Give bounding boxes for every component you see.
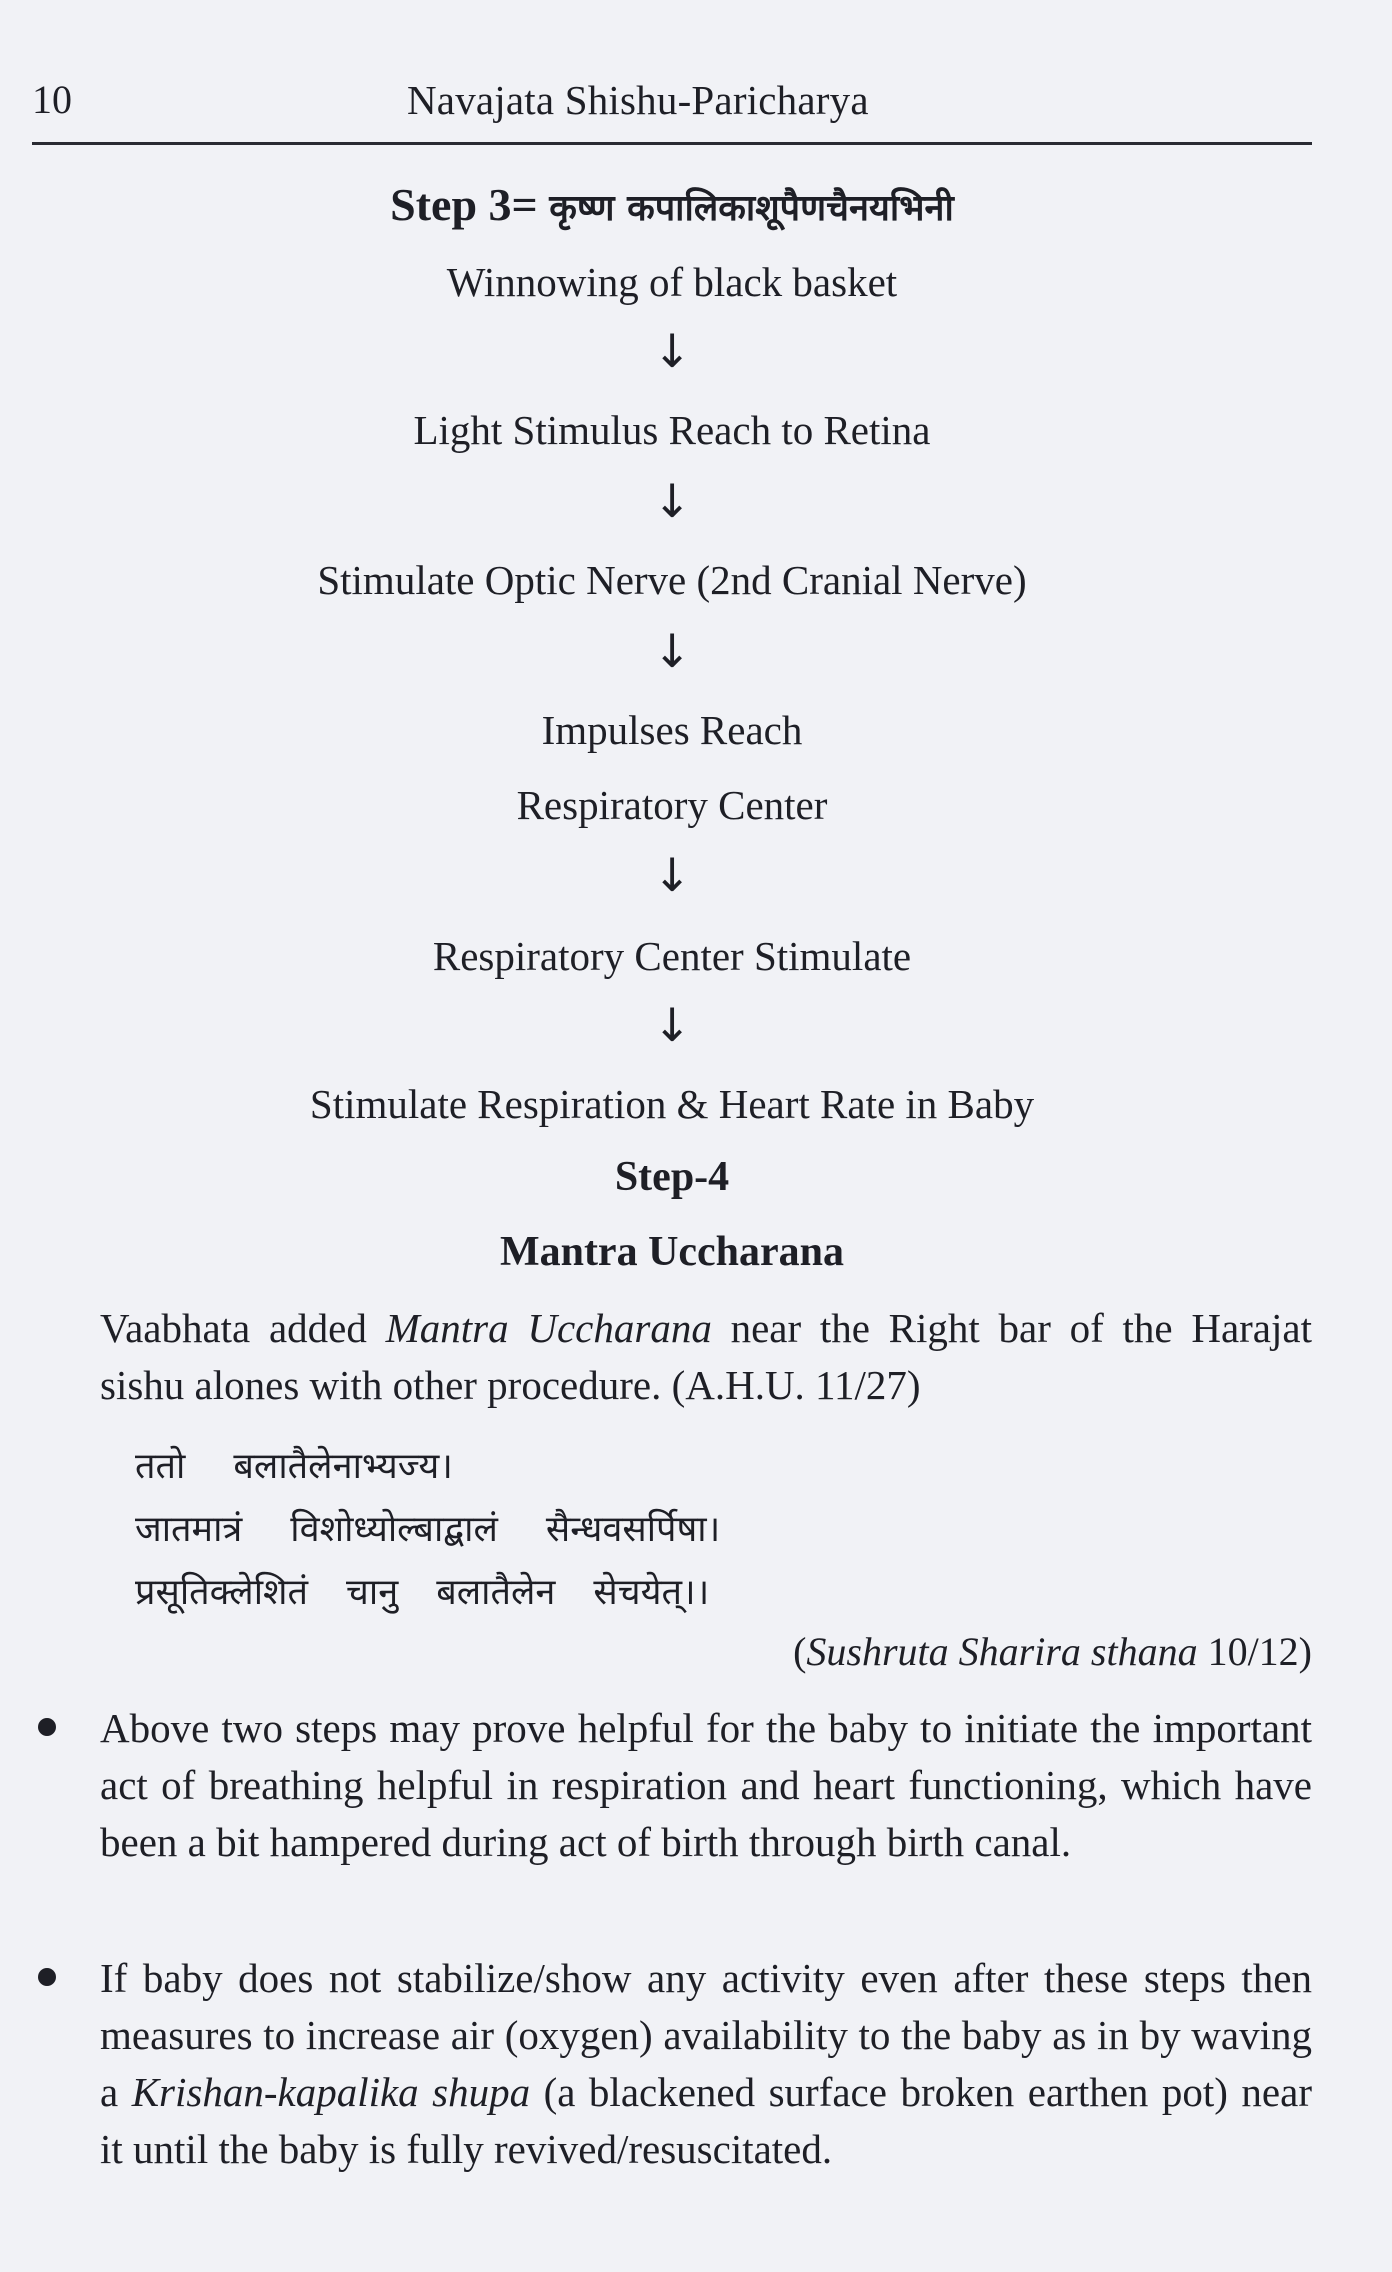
flow-step-winnowing: Winnowing of black basket bbox=[446, 259, 898, 305]
bullet2-start: If baby does not stabilize/show any activity even after these steps then measures to increase air (oxygen) availability to the baby as in by waving a bbox=[100, 1955, 1312, 2115]
down-arrow-icon: ↓ bbox=[652, 848, 692, 902]
verse-line-1 bbox=[135, 1440, 453, 1489]
flow-step-respiratory-center: Respiratory Center bbox=[516, 782, 828, 828]
verse-word: बलातैलेनाभ्यज्य। bbox=[233, 1446, 453, 1487]
verse-word: बलातैलेन bbox=[436, 1572, 556, 1613]
step4-para-end: near the Right bar of the Harajat sishu alones with other procedure. (A.H.U. 11/27) bbox=[100, 1305, 1312, 1408]
flow-step-light-stimulus: Light Stimulus Reach to Retina bbox=[413, 407, 931, 453]
bullet2-end: (a blackened surface broken earthen pot) near it until the baby is fully revived/resuscitated. bbox=[100, 2069, 1312, 2172]
bullet-dot-icon bbox=[38, 1968, 56, 1986]
step4-para-start: Vaabhata added bbox=[100, 1305, 386, 1351]
verse-line-2 bbox=[135, 1503, 720, 1552]
step4-subheading: Mantra Uccharana bbox=[499, 1229, 845, 1275]
running-title: Navajata Shishu-Paricharya bbox=[407, 77, 869, 123]
verse-word: ततो bbox=[135, 1446, 186, 1487]
step4-heading: Step-4 bbox=[614, 1154, 730, 1200]
flow-step-optic-nerve: Stimulate Optic Nerve (2nd Cranial Nerve) bbox=[317, 557, 1027, 603]
bullet-dot-icon bbox=[38, 1718, 56, 1736]
verse-word: प्रसूतिक्लेशितं bbox=[135, 1572, 309, 1613]
step3-devanagari: कृष्ण कपालिकाशूपैणचैनयभिनी bbox=[549, 188, 954, 229]
flow-step-respiration-heart-rate: Stimulate Respiration & Heart Rate in Baby bbox=[309, 1081, 1035, 1127]
step3-label: Step 3= bbox=[390, 179, 538, 230]
verse-word: जातमात्रं bbox=[135, 1509, 243, 1550]
bullet-paragraph-2 bbox=[100, 1950, 1312, 2178]
step4-paragraph bbox=[100, 1300, 1312, 1414]
verse-line-3 bbox=[135, 1566, 709, 1615]
down-arrow-icon: ↓ bbox=[652, 998, 692, 1052]
verse-word: सैन्धवसर्पिषा। bbox=[545, 1509, 721, 1550]
page-number: 10 bbox=[32, 77, 72, 122]
down-arrow-icon: ↓ bbox=[652, 474, 692, 528]
down-arrow-icon: ↓ bbox=[652, 624, 692, 678]
citation-source: Sushruta Sharira sthana bbox=[806, 1629, 1198, 1674]
step4-para-italic: Mantra Uccharana bbox=[385, 1305, 712, 1351]
step3-heading bbox=[32, 178, 1312, 231]
down-arrow-icon: ↓ bbox=[652, 324, 692, 378]
verse-word: चानु bbox=[346, 1572, 399, 1613]
citation-open: ( bbox=[793, 1629, 807, 1674]
verse-word: सेचयेत्।। bbox=[593, 1572, 710, 1613]
verse-word: विशोध्योल्बाद्बालं bbox=[290, 1509, 498, 1550]
citation-rest: 10/12) bbox=[1197, 1629, 1312, 1674]
flow-step-center-stimulate: Respiratory Center Stimulate bbox=[432, 933, 912, 979]
page-header bbox=[32, 72, 1312, 145]
verse-citation bbox=[793, 1628, 1312, 1675]
bullet-paragraph-1: Above two steps may prove helpful for the baby to initiate the important act of breathing helpful in respiration and heart functioning, which have been a bit hampered during act of birth through birth canal. bbox=[100, 1705, 1312, 1865]
bullet2-italic: Krishan-kapalika shupa bbox=[131, 2069, 531, 2115]
flow-step-impulses-reach: Impulses Reach bbox=[541, 707, 803, 753]
